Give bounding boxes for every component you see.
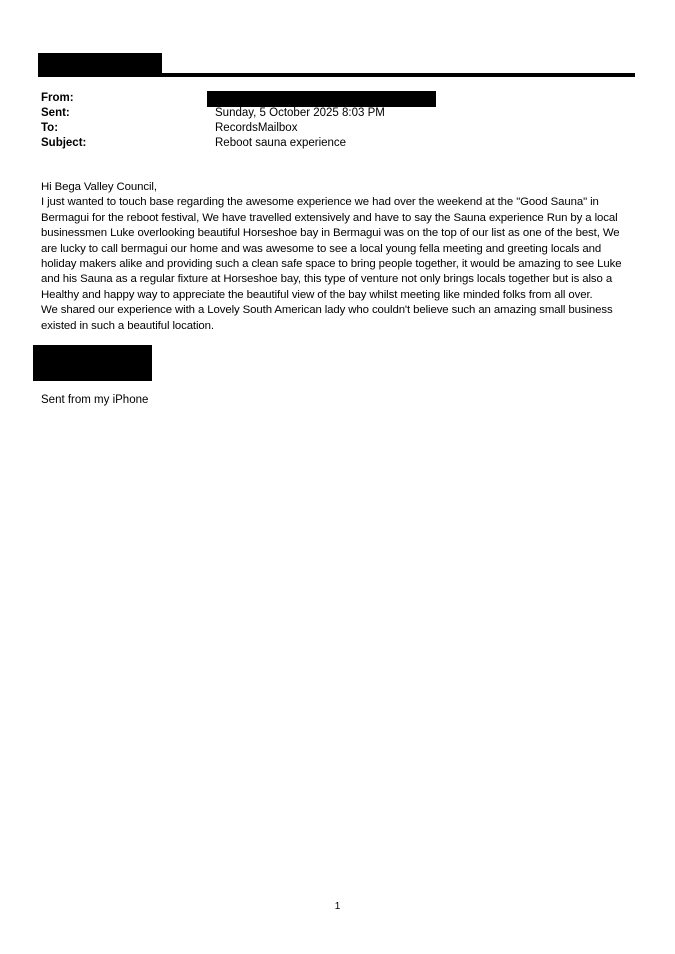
redacted-sender-name-block	[38, 53, 162, 74]
sent-row	[41, 106, 631, 121]
redacted-signature-block	[33, 345, 152, 381]
subject-value: Reboot sauna experience	[215, 137, 347, 149]
subject-row	[41, 136, 631, 151]
redacted-from-address	[207, 91, 436, 107]
header-divider	[38, 73, 635, 77]
body-paragraph-2: We shared our experience with a Lovely South American lady who couldn't believe such an amazing small business existed in such a beautiful location.	[41, 304, 613, 332]
sent-value: Sunday, 5 October 2025 8:03 PM	[215, 107, 385, 119]
email-body	[41, 180, 637, 334]
to-value: RecordsMailbox	[215, 122, 298, 134]
to-label: To:	[41, 122, 59, 134]
to-row	[41, 121, 631, 136]
from-label: From:	[41, 92, 74, 104]
page-number: 1	[334, 901, 341, 912]
greeting: Hi Bega Valley Council,	[41, 181, 157, 193]
signoff: Sent from my iPhone	[41, 394, 149, 406]
subject-label: Subject:	[41, 137, 87, 149]
body-paragraph-1: I just wanted to touch base regarding the awesome experience we had over the weekend at the "Good Sauna" in Bermagui for the reboot festival, We have travelled extensively and have to say the Sauna experience Run by a local businessmen Luke overlooking beautiful Horseshoe bay in Bermagui was on the top of our list as one of the best, We are lucky to call bermagui our home and was awesome to see a local young fella meeting and greeting locals and holiday makers alike and providing such a clean safe space to bring people together, it would be amazing to see Luke and his Sauna as a regular fixture at Horseshoe bay, this type of venture not only brings locals together but is also a Healthy and happy way to appreciate the beautiful view of the bay whilst meeting like minded folks from all over.	[41, 196, 622, 301]
sent-label: Sent:	[41, 107, 70, 119]
